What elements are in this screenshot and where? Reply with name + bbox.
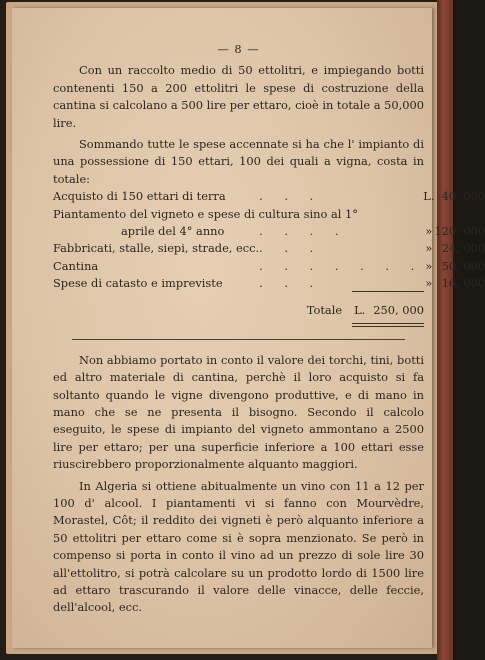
cost-label: Acquisto di 150 ettari di terra [53, 189, 226, 204]
total-double-rule [352, 323, 424, 327]
cost-amount: 40, 000 [441, 189, 485, 204]
cost-currency: » [425, 276, 433, 291]
cost-row [53, 240, 485, 257]
cost-amount: 16, 000 [441, 276, 485, 291]
cost-currency: L. [423, 189, 435, 204]
cost-label: Piantamento del vigneto e spese di cultura sino al 1° [53, 206, 358, 221]
cost-dots: . . . [259, 276, 323, 291]
cost-amount: 24, 000 [441, 241, 485, 256]
total-currency: L. [354, 303, 366, 318]
cost-dots: . . . [259, 241, 323, 256]
cost-row [53, 206, 485, 223]
cost-row [53, 188, 485, 205]
cost-amount: 50, 000 [441, 258, 485, 273]
page-sheet [12, 8, 485, 648]
page-number: — 8 — [217, 42, 260, 56]
paragraph-total-intro: Sommando tutte le spese accennate si ha che l' impianto di una possessione di 150 ettari, 100 dei quali a vigna, costa in totale: [53, 137, 424, 186]
total-amount: 250, 000 [373, 303, 424, 318]
cost-currency: » [425, 224, 433, 239]
total-row [53, 298, 424, 320]
cost-currency: » [425, 241, 433, 256]
cost-dots: . . . [259, 189, 323, 204]
cost-amount: 120, 000 [434, 224, 485, 239]
paragraph-cellar-cost: Con un raccolto medio di 50 ettolitri, e impiegando botti contenenti 150 a 200 ettolitri le spese di costruzione della cantina si calcolano a 500 lire per ettaro, cioè in totale a 50,000 lire. [53, 63, 424, 130]
cost-dots: . . . . [259, 224, 348, 239]
sum-rule [352, 291, 424, 292]
paragraph-algeria: In Algeria si ottiene abitualmente un vino con 11 a 12 per 100 d' alcool. I piantamenti vi si fanno con Mourvèdre, Morastel, Côt; il reddito dei vigneti è però alquanto inferiore a 50 ettolitri per ettaro come si è sopra menzionato. Se però in compenso si porta in conto il vino ad un prezzo di sole lire 30 all'ettolitro, si potrà calcolare su un prodotto lordo di 1500 lire ad ettaro trascurando il valore delle vinacce, delle feccie, dell'alcool, ecc. [53, 478, 424, 615]
cost-label: Spese di catasto e impreviste [53, 276, 223, 291]
cost-table [53, 188, 485, 292]
cost-row [53, 258, 485, 275]
cost-label: Fabbricati, stalle, siepi, strade, ecc. [53, 241, 260, 256]
cost-label: aprile del 4° anno [121, 224, 225, 239]
cost-row [53, 223, 485, 240]
cover-edge [437, 0, 453, 660]
paragraph-materials: Non abbiamo portato in conto il valore dei torchi, tini, botti ed altro materiale di cantina, perchè il loro acquisto si fa soltanto quando le vigne divengono produttive, e di mano in mano che se ne presenta il bisogno. Secondo il calcolo eseguito, le spese di impianto del vigneto ammontano a 2500 lire per ettaro; per una superficie inferiore a 100 ettari esse riuscirebbero proporzionalmente alquanto maggiori. [53, 352, 424, 472]
cost-dots: . . . . . . . [259, 258, 424, 273]
page-text [53, 41, 485, 617]
total-label: Totale [306, 303, 343, 318]
section-divider [72, 339, 406, 340]
cost-currency: » [425, 258, 433, 273]
cost-label: Cantina [53, 258, 99, 273]
